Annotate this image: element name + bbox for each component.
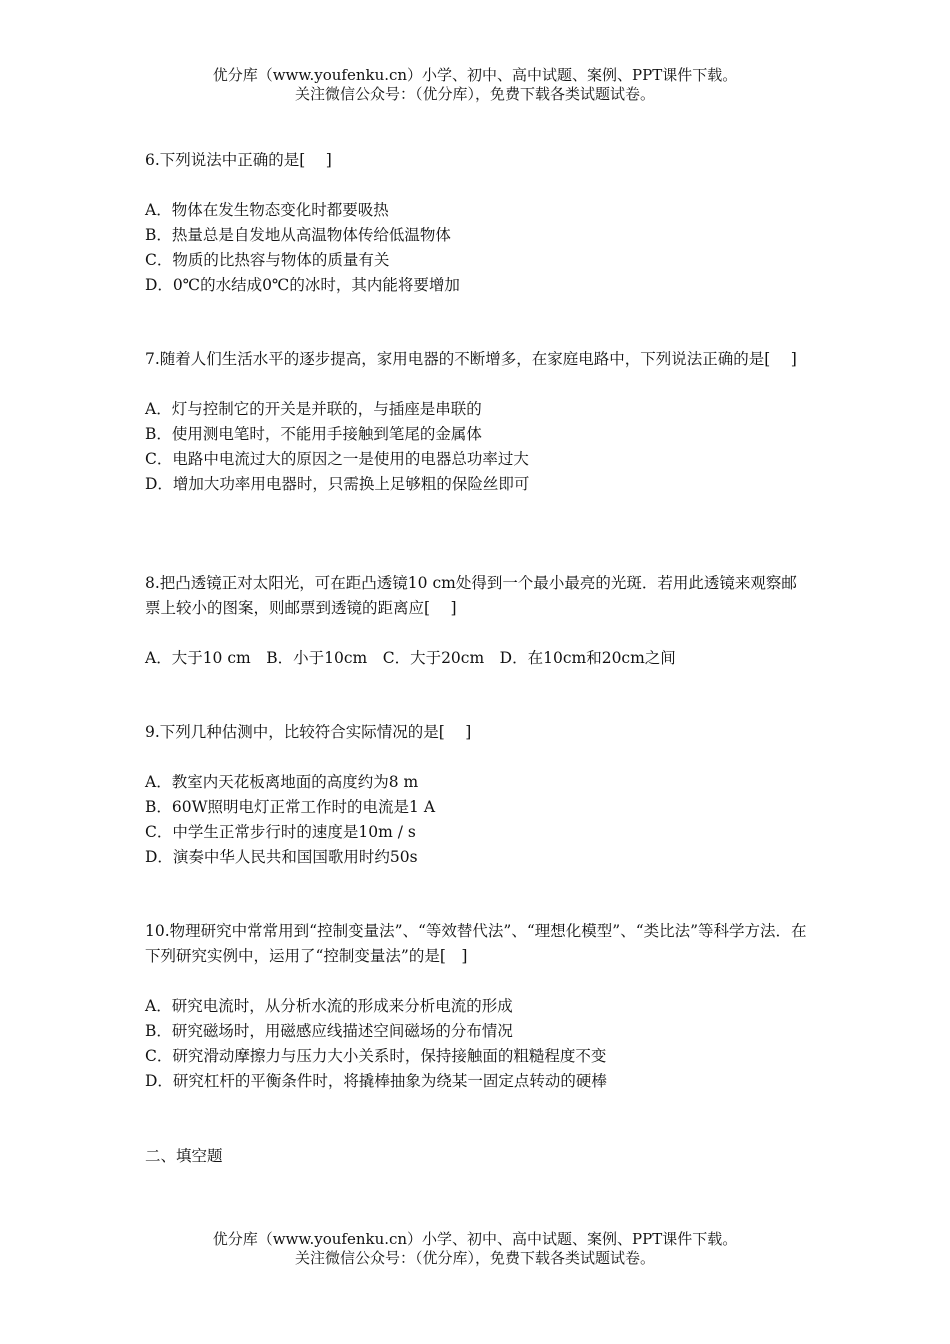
question-stem: 7.随着人们生活水平的逐步提高，家用电器的不断增多，在家庭电路中，下列说法正确的是[ ]: [145, 350, 797, 368]
footer-line-2: 关注微信公众号：（优分库），免费下载各类试题试卷。: [294, 1249, 655, 1267]
option-list: [145, 994, 810, 1094]
question-stem: 6.下列说法中正确的是[ ]: [145, 151, 332, 169]
question-9: [145, 720, 810, 870]
option-list: [145, 770, 810, 870]
question-stem: 9.下列几种估测中，比较符合实际情况的是[ ]: [145, 723, 472, 741]
option-c: C．物质的比热容与物体的质量有关: [145, 251, 390, 269]
question-stem: 8.把凸透镜正对太阳光，可在距凸透镜10 cm处得到一个最小最亮的光斑．若用此透镜来观察邮票上较小的图案，则邮票到透镜的距离应[ ]: [145, 574, 797, 617]
page-header: [0, 66, 950, 104]
option-list: [145, 646, 810, 671]
option-a: A．灯与控制它的开关是并联的，与插座是串联的: [145, 400, 482, 418]
section-title: 二、填空题: [145, 1147, 223, 1165]
question-stem: 10.物理研究中常常用到“控制变量法”、“等效替代法”、“理想化模型”、“类比法”等科学方法．在下列研究实例中，运用了“控制变量法”的是[ ]: [145, 922, 807, 965]
option-c: C．研究滑动摩擦力与压力大小关系时，保持接触面的粗糙程度不变: [145, 1047, 607, 1065]
header-line-2: 关注微信公众号：（优分库），免费下载各类试题试卷。: [294, 85, 655, 103]
option-d: D．演奏中华人民共和国国歌用时约50s: [145, 848, 418, 866]
page-footer: [0, 1230, 950, 1268]
option-b: B．使用测电笔时，不能用手接触到笔尾的金属体: [145, 425, 482, 443]
option-d: D．0℃的水结成0℃的冰时，其内能将要增加: [145, 276, 460, 294]
option-c: C．电路中电流过大的原因之一是使用的电器总功率过大: [145, 450, 529, 468]
footer-line-1: 优分库（www.youfenku.cn）小学、初中、高中试题、案例、PPT课件下载。: [212, 1230, 738, 1248]
question-8: [145, 571, 810, 671]
option-b: B．热量总是自发地从高温物体传给低温物体: [145, 226, 451, 244]
option-a: A．教室内天花板离地面的高度约为8 m: [145, 773, 419, 791]
option-a: A．研究电流时，从分析水流的形成来分析电流的形成: [145, 997, 513, 1015]
option-d: D．研究杠杆的平衡条件时，将撬棒抽象为绕某一固定点转动的硬棒: [145, 1072, 607, 1090]
option-a: A．物体在发生物态变化时都要吸热: [145, 201, 389, 219]
option-list: [145, 198, 810, 298]
header-line-1: 优分库（www.youfenku.cn）小学、初中、高中试题、案例、PPT课件下载。: [212, 66, 738, 84]
option-b: B．研究磁场时，用磁感应线描述空间磁场的分布情况: [145, 1022, 513, 1040]
option-c: C．中学生正常步行时的速度是10m / s: [145, 823, 416, 841]
option-b: B．60W照明电灯正常工作时的电流是1 A: [145, 798, 436, 816]
question-7: [145, 347, 810, 497]
question-10: [145, 919, 810, 1094]
option-d: D．增加大功率用电器时，只需换上足够粗的保险丝即可: [145, 475, 530, 493]
question-6: [145, 148, 810, 298]
option-list: [145, 397, 810, 497]
option-row: A．大于10 cm B．小于10cm C．大于20cm D．在10cm和20cm之间: [145, 649, 676, 667]
